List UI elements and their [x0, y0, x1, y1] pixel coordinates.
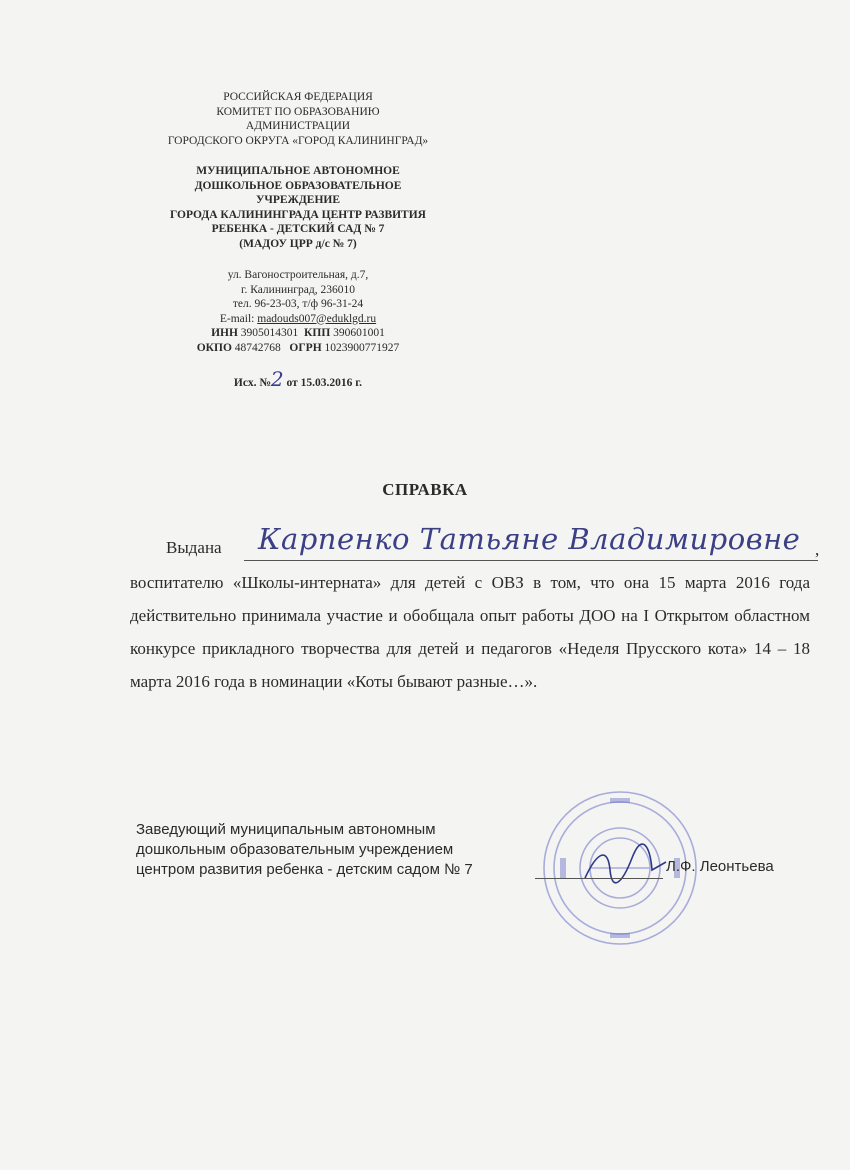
kpp-label: КПП	[304, 327, 331, 339]
document-title: СПРАВКА	[382, 480, 468, 499]
organization-line: УЧРЕЖДЕНИЕ	[255, 194, 341, 206]
signature-block	[136, 820, 536, 880]
organization-line: ДОШКОЛЬНОЕ ОБРАЗОВАТЕЛЬНОЕ	[194, 179, 402, 192]
signature-line	[535, 878, 663, 879]
address-city: г. Калининград, 236010	[241, 283, 355, 296]
kpp-value: 390601001	[333, 327, 385, 339]
address-street: ул. Вагоностроительная, д.7,	[227, 269, 369, 281]
email-line	[128, 312, 468, 327]
ministry-line: АДМИНИСТРАЦИИ	[245, 120, 351, 132]
signer-name: Л.Ф. Леонтьева	[666, 858, 774, 875]
outgoing-number-line	[128, 367, 468, 391]
ogrn-label: ОГРН	[289, 341, 322, 354]
signer-position-line: центром развития ребенка - детским садом № 7	[136, 861, 473, 878]
ogrn-value: 1023900771927	[324, 341, 400, 354]
inn-label: ИНН	[211, 327, 238, 339]
handwritten-signature-icon	[580, 840, 670, 890]
name-comma: ,	[815, 540, 820, 559]
issued-label: Выдана	[166, 538, 222, 557]
email-link[interactable]: madouds007@eduklgd.ru	[257, 312, 377, 325]
outgoing-number-handwritten: 2	[270, 367, 284, 391]
ministry-line: РОССИЙСКАЯ ФЕДЕРАЦИЯ	[223, 91, 373, 103]
outgoing-date: от 15.03.2016 г.	[286, 377, 363, 389]
name-underline	[244, 560, 818, 561]
okpo-label: ОКПО	[196, 341, 232, 354]
organization-line: ГОРОДА КАЛИНИНГРАДА ЦЕНТР РАЗВИТИЯ	[170, 208, 426, 221]
okpo-value: 48742768	[234, 341, 281, 354]
phone-line: тел. 96-23-03, т/ф 96-31-24	[232, 298, 364, 310]
organization-line: (МАДОУ ЦРР д/с № 7)	[239, 237, 357, 250]
okpo-ogrn-line	[128, 341, 468, 356]
recipient-name-handwritten: Карпенко Татьяне Владимировне	[258, 522, 801, 556]
organization-line: МУНИЦИПАЛЬНОЕ АВТОНОМНОЕ	[196, 165, 400, 177]
organization-line: РЕБЕНКА - ДЕТСКИЙ САД № 7	[211, 223, 385, 235]
signer-position-line: дошкольным образовательным учреждением	[136, 841, 454, 858]
signer-position-line: Заведующий муниципальным автономным	[136, 821, 436, 838]
certificate-body: воспитателю «Школы-интерната» для детей с ОВЗ в том, что она 15 марта 2016 года действительно принимала участие и обобщала опыт работы ДОО на I Открытом областном конкурсе прикладного творчества для детей и педагогов «Неделя Прусского кота» 14 – 18 марта 2016 года в номинации «Коты бывают разные…».	[130, 573, 810, 691]
ministry-line: ГОРОДСКОГО ОКРУГА «ГОРОД КАЛИНИНГРАД»	[167, 134, 429, 147]
ministry-line: КОМИТЕТ ПО ОБРАЗОВАНИЮ	[216, 105, 380, 118]
organization-block	[128, 164, 468, 251]
inn-kpp-line	[128, 326, 468, 341]
outgoing-prefix: Исх. №	[233, 377, 271, 389]
email-label: E-mail:	[219, 312, 255, 325]
contacts-block	[128, 268, 468, 355]
ministry-block	[128, 90, 468, 148]
inn-value: 3905014301	[240, 327, 299, 339]
letterhead	[128, 90, 468, 391]
